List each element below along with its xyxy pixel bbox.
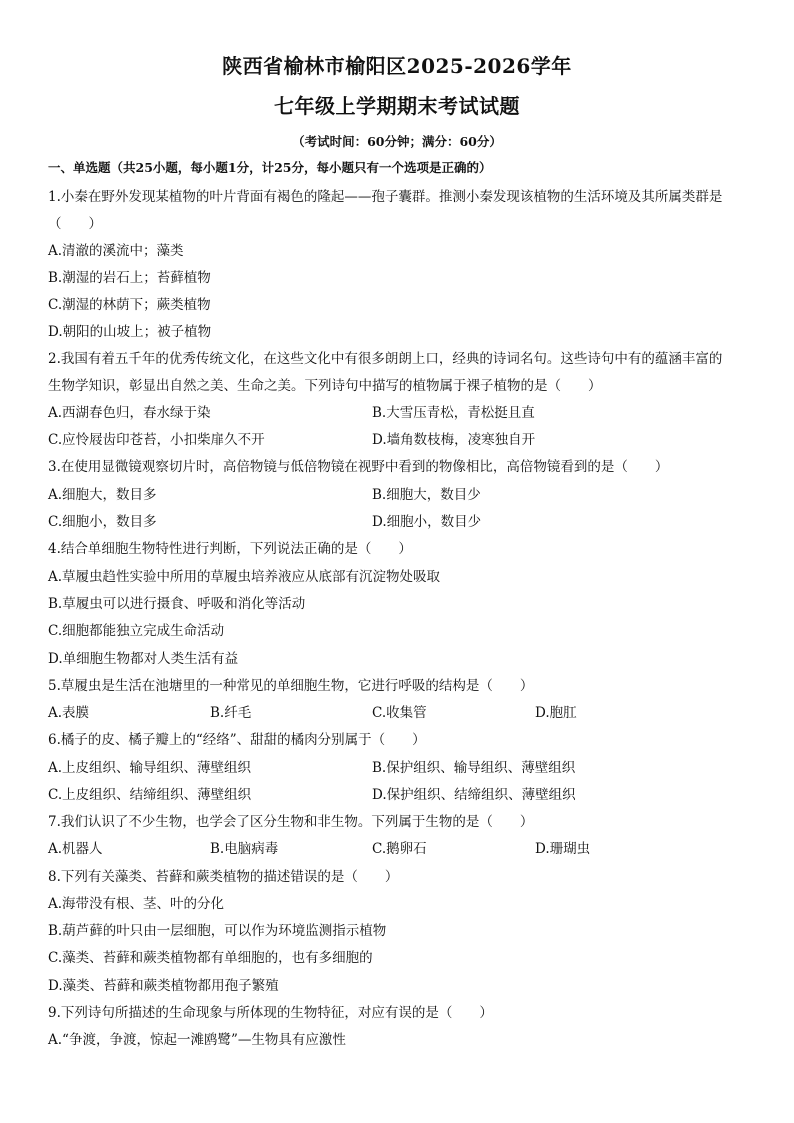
question-1-option-b: B.潮湿的岩石上；苔藓植物	[48, 270, 211, 286]
question-6-option-d: D.保护组织、结缔组织、薄壁组织	[372, 787, 576, 803]
question-8-option-b: B.葫芦藓的叶只由一层细胞，可以作为环境监测指示植物	[48, 923, 387, 939]
question-2-stem: 2.我国有着五千年的优秀传统文化，在这些文化中有很多朗朗上口，经典的诗词名句。这些诗句中有的蕴涵丰富的	[48, 351, 723, 367]
question-3-option-d: D.细胞小，数目少	[372, 514, 482, 530]
question-8-option-c: C.藻类、苔藓和蕨类植物都有单细胞的，也有多细胞的	[48, 950, 373, 966]
question-6-stem: 6.橘子的皮、橘子瓣上的“经络”、甜甜的橘肉分别属于（ ）	[48, 732, 426, 748]
question-4-option-d: D.单细胞生物都对人类生活有益	[48, 651, 239, 667]
question-2-stem-cont: 生物学知识，彰显出自然之美、生命之美。下列诗句中描写的植物属于裸子植物的是（ ）	[48, 378, 602, 394]
question-5-option-b: B.纤毛	[210, 705, 252, 721]
question-4-option-a: A.草履虫趋性实验中所用的草履虫培养液应从底部有沉淀物处吸取	[48, 569, 441, 585]
question-1-option-a: A.清澈的溪流中；藻类	[48, 243, 184, 259]
question-7-option-a: A.机器人	[48, 841, 103, 857]
section-heading: 一、单选题（共25小题，每小题1分，计25分，每小题只有一个选项是正确的）	[48, 160, 492, 175]
question-2-option-b: B.大雪压青松，青松挺且直	[372, 405, 535, 421]
question-5-option-a: A.表膜	[48, 705, 90, 721]
question-8-option-d: D.藻类、苔藓和蕨类植物都用孢子繁殖	[48, 978, 279, 994]
question-7-option-b: B.电脑病毒	[210, 841, 279, 857]
question-9-stem: 9.下列诗句所描述的生命现象与所体现的生物特征，对应有误的是（ ）	[48, 1005, 493, 1021]
question-1-option-c: C.潮湿的林荫下；蕨类植物	[48, 297, 211, 313]
question-4-option-b: B.草履虫可以进行摄食、呼吸和消化等活动	[48, 596, 306, 612]
question-3-option-b: B.细胞大，数目少	[372, 487, 481, 503]
question-8-option-a: A.海带没有根、茎、叶的分化	[48, 896, 225, 912]
question-7-option-d: D.珊瑚虫	[535, 841, 591, 857]
question-1-stem: 1.小秦在野外发现某植物的叶片背面有褐色的隆起——孢子囊群。推测小秦发现该植物的生活环境及其所属类群是	[48, 189, 723, 205]
question-2-option-c: C.应怜屐齿印苍苔，小扣柴扉久不开	[48, 432, 265, 448]
question-3-option-a: A.细胞大，数目多	[48, 487, 157, 503]
question-2-option-d: D.墙角数枝梅，凌寒独自开	[372, 432, 536, 448]
question-4-stem: 4.结合单细胞生物特性进行判断，下列说法正确的是（ ）	[48, 541, 412, 557]
question-1-stem-cont: （ ）	[48, 216, 102, 232]
question-7-option-c: C.鹅卵石	[372, 841, 427, 857]
question-8-stem: 8.下列有关藻类、苔藓和蕨类植物的描述错误的是（ ）	[48, 869, 399, 885]
question-5-option-c: C.收集管	[372, 705, 427, 721]
question-4-option-c: C.细胞都能独立完成生命活动	[48, 623, 225, 639]
question-5-option-d: D.胞肛	[535, 705, 577, 721]
question-6-option-c: C.上皮组织、结缔组织、薄壁组织	[48, 787, 252, 803]
question-6-option-a: A.上皮组织、输导组织、薄壁组织	[48, 760, 252, 776]
question-7-stem: 7.我们认识了不少生物，也学会了区分生物和非生物。下列属于生物的是（ ）	[48, 814, 534, 830]
exam-title-line1: 陕西省榆林市榆阳区2025-2026学年	[222, 54, 572, 78]
question-3-option-c: C.细胞小，数目多	[48, 514, 157, 530]
exam-title-line2: 七年级上学期期末考试试题	[274, 94, 520, 118]
question-1-option-d: D.朝阳的山坡上；被子植物	[48, 324, 212, 340]
exam-info: （考试时间：60分钟；满分：60分）	[292, 134, 502, 149]
question-2-option-a: A.西湖春色归，春水绿于染	[48, 405, 211, 421]
question-3-stem: 3.在使用显微镜观察切片时，高倍物镜与低倍物镜在视野中看到的物像相比，高倍物镜看到的是（ ）	[48, 459, 669, 475]
question-9-option-a: A.“争渡，争渡，惊起一滩鸥鹭”—生物具有应激性	[48, 1032, 346, 1048]
question-5-stem: 5.草履虫是生活在池塘里的一种常见的单细胞生物，它进行呼吸的结构是（ ）	[48, 678, 534, 694]
question-6-option-b: B.保护组织、输导组织、薄壁组织	[372, 760, 576, 776]
